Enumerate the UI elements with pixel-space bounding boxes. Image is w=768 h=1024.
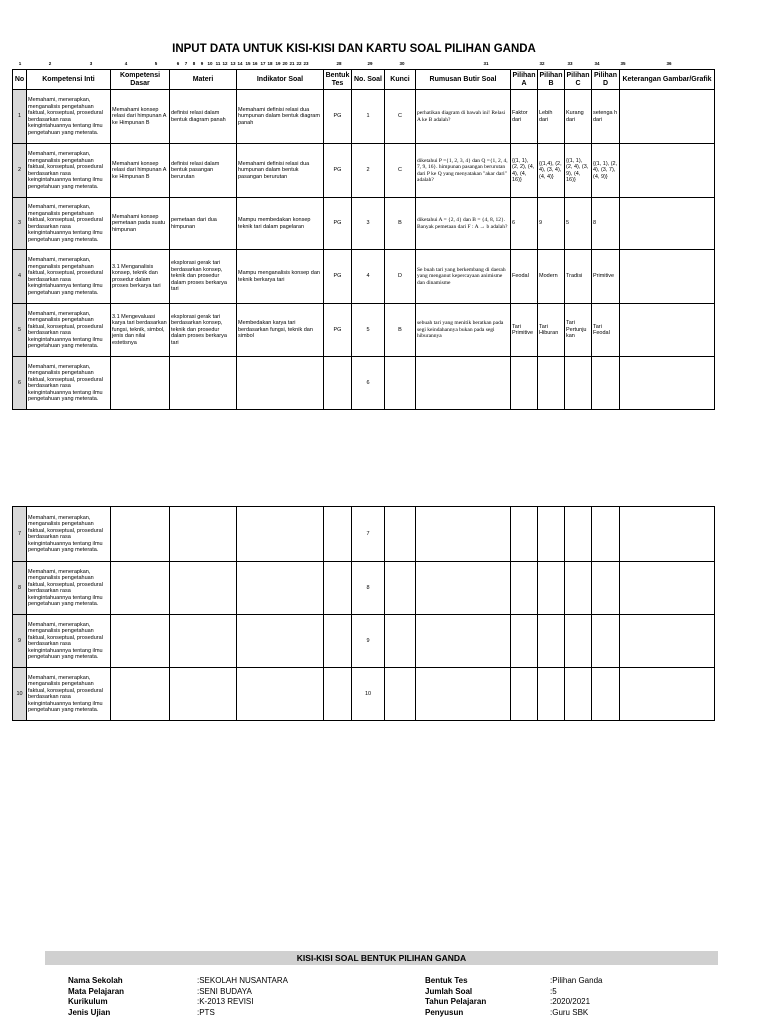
header-keterangan: Keterangan Gambar/Grafik <box>620 70 715 90</box>
pilihan-a-cell <box>511 357 538 410</box>
bentuk-tes-cell <box>324 357 352 410</box>
pilihan-a-cell <box>511 668 538 721</box>
kompetensi-inti-cell: Memahami, menerapkan, menganalisis pengetahuan faktual, konseptual, prosedural berdasarkan rasa keingintahuannya tentang ilmu pengetahuan yang meterata. <box>27 507 111 562</box>
table-row <box>13 198 715 250</box>
info-row <box>68 997 288 1008</box>
indikator-cell <box>237 562 324 615</box>
no-soal-cell: 10 <box>352 668 385 721</box>
header-pilihan-c: Pilihan C <box>565 70 592 90</box>
column-number: 8 <box>192 61 196 66</box>
column-number: 7 <box>184 61 188 66</box>
header-bentuk-tes: Bentuk Tes <box>324 70 352 90</box>
kompetensi-inti-cell: Memahami, menerapkan, menganalisis pengetahuan faktual, konseptual, prosedural berdasarkan rasa keingintahuannya tentang ilmu pengetahuan yang meterata. <box>27 198 111 250</box>
no-soal-cell: 5 <box>352 304 385 357</box>
kunci-cell: B <box>385 304 416 357</box>
row-number: 6 <box>13 357 27 410</box>
pilihan-a-cell: Faktor dari <box>511 90 538 144</box>
pilihan-b-cell: Lebih dari <box>538 90 565 144</box>
column-number: 20 <box>282 61 288 66</box>
materi-cell <box>170 615 237 668</box>
keterangan-cell <box>620 250 715 304</box>
pilihan-c-cell: {(1, 1), (2, 4), (3, 9), (4, 16)} <box>565 144 592 198</box>
kompetensi-dasar-cell: Memahami konsep relasi dari himpunan A ke Himpunan B <box>111 144 170 198</box>
rumusan-cell: perhatikan diagram di bawah ini! Relasi A ke B adalah? <box>416 90 511 144</box>
keterangan-cell <box>620 357 715 410</box>
header-indikator-soal: Indikator Soal <box>237 70 324 90</box>
header-pilihan-d: Pilihan D <box>592 70 620 90</box>
indikator-cell <box>237 615 324 668</box>
column-number: 3 <box>89 61 93 66</box>
keterangan-cell <box>620 144 715 198</box>
rumusan-cell: Se buah tari yang berkembang di daerah yang menganut kepercayaan animisme dan dinamisme <box>416 250 511 304</box>
header-no: No <box>13 70 27 90</box>
keterangan-cell <box>620 562 715 615</box>
bentuk-tes-cell: PG <box>324 90 352 144</box>
info-row <box>68 976 288 987</box>
bentuk-tes-cell <box>324 507 352 562</box>
column-number: 15 <box>245 61 251 66</box>
kompetensi-dasar-cell: Memahami konsep relasi dari himpunan A ke Himpunan B <box>111 90 170 144</box>
column-number: 2 <box>48 61 52 66</box>
pilihan-d-cell: 8 <box>592 198 620 250</box>
rumusan-cell: diketahui A = {2, 4} dan B = {4, 8, 12}. Banyak pemetaan dari F : A → b adalah? <box>416 198 511 250</box>
column-number: 29 <box>367 61 373 66</box>
page-title: INPUT DATA UNTUK KISI-KISI DAN KARTU SOAL PILIHAN GANDA <box>172 43 536 55</box>
column-number: 28 <box>336 61 342 66</box>
column-number: 22 <box>296 61 302 66</box>
pilihan-b-cell: {(1,4), (2, 4), (3, 4), (4, 4)} <box>538 144 565 198</box>
column-number: 19 <box>275 61 281 66</box>
pilihan-a-cell <box>511 507 538 562</box>
materi-cell: definisi relasi dalam bentuk diagram panah <box>170 90 237 144</box>
row-number: 9 <box>13 615 27 668</box>
no-soal-cell: 3 <box>352 198 385 250</box>
header-kompetensi-inti: Kompetensi Inti <box>27 70 111 90</box>
kompetensi-dasar-cell <box>111 615 170 668</box>
keterangan-cell <box>620 668 715 721</box>
header-pilihan-b: Pilihan B <box>538 70 565 90</box>
pilihan-b-cell <box>538 562 565 615</box>
pilihan-c-cell <box>565 615 592 668</box>
info-value: :Pilihan Ganda <box>550 976 603 985</box>
info-row <box>425 997 602 1008</box>
info-row <box>68 987 288 998</box>
column-number: 32 <box>539 61 545 66</box>
row-number: 8 <box>13 562 27 615</box>
materi-cell: eksplorasi gerak tari berdasarkan konsep, teknik dan prosedur dalam proses berkarya tari <box>170 250 237 304</box>
info-label: Kurikulum <box>68 997 108 1006</box>
column-number: 18 <box>267 61 273 66</box>
column-number: 5 <box>154 61 158 66</box>
info-label: Jumlah Soal <box>425 986 473 996</box>
header-rumusan-butir-soal: Rumusan Butir Soal <box>416 70 511 90</box>
info-value: :2020/2021 <box>550 997 591 1006</box>
indikator-cell: Memahami definisi relasi dua humpunan dalam bentuk diagram panah <box>237 90 324 144</box>
kompetensi-dasar-cell <box>111 562 170 615</box>
pilihan-d-cell <box>592 507 620 562</box>
materi-cell: definisi relasi dalam bentuk pasangan berurutan <box>170 144 237 198</box>
row-number: 3 <box>13 198 27 250</box>
indikator-cell <box>237 507 324 562</box>
row-number: 2 <box>13 144 27 198</box>
kunci-cell: C <box>385 144 416 198</box>
pilihan-b-cell <box>538 668 565 721</box>
column-number: 14 <box>237 61 243 66</box>
header-materi: Materi <box>170 70 237 90</box>
column-number: 4 <box>124 61 128 66</box>
row-number: 7 <box>13 507 27 562</box>
no-soal-cell: 9 <box>352 615 385 668</box>
pilihan-c-cell: Kurang dari <box>565 90 592 144</box>
indikator-cell: Mampu membedakan konsep teknik tari dalam pagelaran <box>237 198 324 250</box>
no-soal-cell: 4 <box>352 250 385 304</box>
pilihan-b-cell: Tari Hiburan <box>538 304 565 357</box>
pilihan-c-cell: 5 <box>565 198 592 250</box>
info-label: Tahun Pelajaran <box>425 997 487 1006</box>
column-number: 33 <box>567 61 573 66</box>
kisi-kisi-table-bottom <box>12 506 715 721</box>
column-number: 13 <box>230 61 236 66</box>
column-number: 35 <box>620 61 626 66</box>
pilihan-d-cell: Primitive <box>592 250 620 304</box>
indikator-cell: Membedakan karya tari berdasarkan fungsi, teknik dan simbol <box>237 304 324 357</box>
pilihan-a-cell: Tari Primitive <box>511 304 538 357</box>
info-row <box>425 1008 602 1019</box>
pilihan-b-cell <box>538 507 565 562</box>
rumusan-cell: diketahui P ={1, 2, 3, 4} dan Q ={1, 2, 4, 7, 9, 16}. himpunan pasangan berurutan dari P ke Q yang menyatakan "akar dari" adalah? <box>416 144 511 198</box>
pilihan-c-cell <box>565 357 592 410</box>
info-value: :PTS <box>197 1007 215 1017</box>
column-number: 31 <box>483 61 489 66</box>
column-number: 23 <box>303 61 309 66</box>
kunci-cell: B <box>385 198 416 250</box>
keterangan-cell <box>620 615 715 668</box>
materi-cell <box>170 357 237 410</box>
pilihan-d-cell: {(1, 1), (2, 4), (3, 7), (4, 9)} <box>592 144 620 198</box>
kunci-cell: C <box>385 90 416 144</box>
column-number: 9 <box>200 61 204 66</box>
bentuk-tes-cell <box>324 668 352 721</box>
pilihan-d-cell <box>592 668 620 721</box>
row-number: 5 <box>13 304 27 357</box>
column-number: 6 <box>176 61 180 66</box>
table-row <box>13 250 715 304</box>
pilihan-b-cell <box>538 357 565 410</box>
pilihan-d-cell <box>592 357 620 410</box>
info-value: :SEKOLAH NUSANTARA <box>197 976 288 985</box>
kunci-cell <box>385 668 416 721</box>
indikator-cell <box>237 668 324 721</box>
no-soal-cell: 7 <box>352 507 385 562</box>
info-label: Nama Sekolah <box>68 976 123 985</box>
pilihan-d-cell <box>592 562 620 615</box>
row-number: 1 <box>13 90 27 144</box>
rumusan-cell <box>416 562 511 615</box>
table-row <box>13 304 715 357</box>
materi-cell <box>170 668 237 721</box>
kunci-cell <box>385 357 416 410</box>
table-row <box>13 668 715 721</box>
info-label: Jenis Ujian <box>68 1007 111 1017</box>
pilihan-c-cell <box>565 668 592 721</box>
table-row <box>13 357 715 410</box>
kompetensi-inti-cell: Memahami, menerapkan, menganalisis pengetahuan faktual, konseptual, prosedural berdasarkan rasa keingintahuannya tentang ilmu pengetahuan yang meterata. <box>27 615 111 668</box>
keterangan-cell <box>620 304 715 357</box>
materi-cell <box>170 507 237 562</box>
column-number: 16 <box>252 61 258 66</box>
footer-info-right <box>425 976 602 1018</box>
no-soal-cell: 8 <box>352 562 385 615</box>
kompetensi-dasar-cell: 3.1 Menganalisis konsep, teknik dan prosedur dalam proses berkarya tari <box>111 250 170 304</box>
bentuk-tes-cell <box>324 615 352 668</box>
column-number: 17 <box>260 61 266 66</box>
kompetensi-inti-cell: Memahami, menerapkan, menganalisis pengetahuan faktual, konseptual, prosedural berdasarkan rasa keingintahuannya tentang ilmu pengetahuan yang meterata. <box>27 304 111 357</box>
pilihan-a-cell: 6 <box>511 198 538 250</box>
kunci-cell <box>385 615 416 668</box>
column-number: 11 <box>215 61 221 66</box>
info-label: Mata Pelajaran <box>68 986 125 996</box>
row-number: 4 <box>13 250 27 304</box>
pilihan-c-cell <box>565 562 592 615</box>
column-number: 36 <box>666 61 672 66</box>
kompetensi-inti-cell: Memahami, menerapkan, menganalisis pengetahuan faktual, konseptual, prosedural berdasarkan rasa keingintahuannya tentang ilmu pengetahuan yang meterata. <box>27 144 111 198</box>
header-kompetensi-dasar: Kompetensi Dasar <box>111 70 170 90</box>
kompetensi-inti-cell: Memahami, menerapkan, menganalisis pengetahuan faktual, konseptual, prosedural berdasarkan rasa keingintahuannya tentang ilmu pengetahuan yang meterata. <box>27 90 111 144</box>
column-number: 1 <box>18 61 22 66</box>
rumusan-cell <box>416 507 511 562</box>
header-kunci: Kunci <box>385 70 416 90</box>
column-number: 12 <box>222 61 228 66</box>
table-row <box>13 507 715 562</box>
no-soal-cell: 6 <box>352 357 385 410</box>
info-row <box>425 976 602 987</box>
column-number: 34 <box>594 61 600 66</box>
keterangan-cell <box>620 507 715 562</box>
indikator-cell: Memahami definisi relasi dua humpunan dalam bentuk pasangan berurutan <box>237 144 324 198</box>
pilihan-b-cell <box>538 615 565 668</box>
pilihan-c-cell: Tradisi <box>565 250 592 304</box>
kompetensi-dasar-cell: Memahami konsep pemetaan pada suatu himpunan <box>111 198 170 250</box>
info-value: :K-2013 REVISI <box>197 997 254 1006</box>
pilihan-b-cell: 9 <box>538 198 565 250</box>
kunci-cell <box>385 507 416 562</box>
materi-cell <box>170 562 237 615</box>
pilihan-a-cell <box>511 562 538 615</box>
kompetensi-dasar-cell <box>111 668 170 721</box>
rumusan-cell: sebuah tari yang menitik beratkan pada segi keindahannya bukan pada segi hiburannya <box>416 304 511 357</box>
info-value: :SENI BUDAYA <box>197 986 252 996</box>
bentuk-tes-cell: PG <box>324 304 352 357</box>
header-pilihan-a: Pilihan A <box>511 70 538 90</box>
pilihan-d-cell <box>592 615 620 668</box>
bentuk-tes-cell: PG <box>324 144 352 198</box>
pilihan-a-cell: {(1, 1), (2, 2), (4, 4), (4, 16)} <box>511 144 538 198</box>
kompetensi-inti-cell: Memahami, menerapkan, menganalisis pengetahuan faktual, konseptual, prosedural berdasarkan rasa keingintahuannya tentang ilmu pengetahuan yang meterata. <box>27 562 111 615</box>
kompetensi-dasar-cell <box>111 507 170 562</box>
footer-info-left <box>68 976 288 1018</box>
no-soal-cell: 2 <box>352 144 385 198</box>
table-row <box>13 90 715 144</box>
info-value: :5 <box>550 986 557 996</box>
kompetensi-dasar-cell <box>111 357 170 410</box>
indikator-cell: Mampu menganalisis konsep dan teknik berkarya tari <box>237 250 324 304</box>
header-no-soal: No. Soal <box>352 70 385 90</box>
kisi-kisi-table-top <box>12 69 715 410</box>
bentuk-tes-cell: PG <box>324 250 352 304</box>
column-numbers <box>12 61 714 69</box>
pilihan-d-cell: setenga h dari <box>592 90 620 144</box>
info-value: :Guru SBK <box>550 1007 589 1017</box>
materi-cell: pemetaan dari dua himpunan <box>170 198 237 250</box>
info-label: Bentuk Tes <box>425 976 468 985</box>
indikator-cell <box>237 357 324 410</box>
column-number: 30 <box>399 61 405 66</box>
bentuk-tes-cell <box>324 562 352 615</box>
kunci-cell <box>385 562 416 615</box>
footer-title: KISI-KISI SOAL BENTUK PILIHAN GANDA <box>45 951 718 965</box>
pilihan-c-cell: Tari Pertunju kan <box>565 304 592 357</box>
pilihan-a-cell: Feodal <box>511 250 538 304</box>
pilihan-d-cell: Tari Feodal <box>592 304 620 357</box>
kompetensi-dasar-cell: 3.1 Mengevaluasi karya tari berdasarkan fungsi, teknik, simbol, jenis dan nilai estetisnya <box>111 304 170 357</box>
no-soal-cell: 1 <box>352 90 385 144</box>
pilihan-c-cell <box>565 507 592 562</box>
header-row <box>13 70 715 90</box>
kunci-cell: D <box>385 250 416 304</box>
column-number: 21 <box>289 61 295 66</box>
keterangan-cell <box>620 90 715 144</box>
info-row <box>68 1008 288 1019</box>
materi-cell: eksplorasi gerak tari berdasarkan konsep, teknik dan prosedur dalam proses berkarya tari <box>170 304 237 357</box>
keterangan-cell <box>620 198 715 250</box>
kompetensi-inti-cell: Memahami, menerapkan, menganalisis pengetahuan faktual, konseptual, prosedural berdasarkan rasa keingintahuannya tentang ilmu pengetahuan yang meterata. <box>27 668 111 721</box>
kompetensi-inti-cell: Memahami, menerapkan, menganalisis pengetahuan faktual, konseptual, prosedural berdasarkan rasa keingintahuannya tentang ilmu pengetahuan yang meterata. <box>27 357 111 410</box>
rumusan-cell <box>416 668 511 721</box>
rumusan-cell <box>416 357 511 410</box>
table-row <box>13 615 715 668</box>
info-label: Penyusun <box>425 1007 464 1017</box>
info-row <box>425 987 602 998</box>
rumusan-cell <box>416 615 511 668</box>
pilihan-b-cell: Modern <box>538 250 565 304</box>
table-row <box>13 562 715 615</box>
column-number: 10 <box>207 61 213 66</box>
bentuk-tes-cell: PG <box>324 198 352 250</box>
pilihan-a-cell <box>511 615 538 668</box>
row-number: 10 <box>13 668 27 721</box>
table-row <box>13 144 715 198</box>
kompetensi-inti-cell: Memahami, menerapkan, menganalisis pengetahuan faktual, konseptual, prosedural berdasarkan rasa keingintahuannya tentang ilmu pengetahuan yang meterata. <box>27 250 111 304</box>
